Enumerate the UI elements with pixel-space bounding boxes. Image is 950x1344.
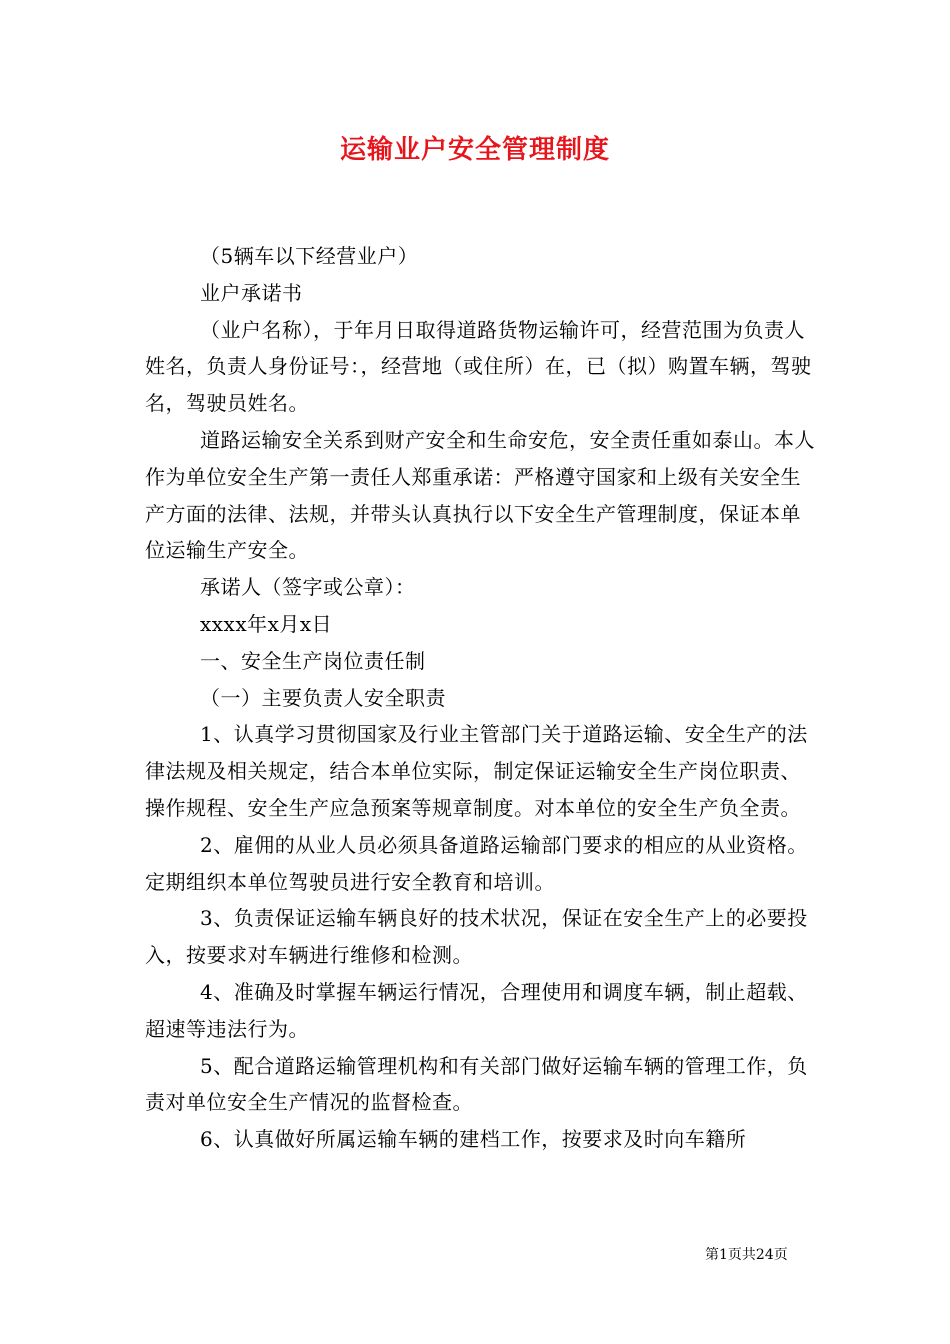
paragraph-pledge-heading: 业户承诺书 [200,280,303,305]
list-item: 1、认真学习贯彻国家及行业主管部门关于道路运输、安全生产的法律法规及相关规定，结合本单位实际，制定保证运输安全生产岗位职责、操作规程、安全生产应急预案等规章制度。对本单位的安全生产负全责。 [145,722,808,820]
paragraph-signature: 承诺人（签字或公章）： [200,575,416,600]
paragraph-subtitle: （5辆车以下经营业户） [200,244,419,268]
subsection-heading: （一）主要负责人安全职责 [200,685,446,710]
list-item: 2、雇佣的从业人员必须具备道路运输部门要求的相应的从业资格。定期组织本单位驾驶员进行安全教育和培训。 [145,832,808,894]
paragraph-date: xxxx年x月x日 [200,611,333,636]
paragraph-owner-info: （业户名称），于年月日取得道路货物运输许可，经营范围为负责人姓名，负责人身份证号：，经营地（或住所）在，已（拟）购置车辆，驾驶名，驾驶员姓名。 [145,317,812,416]
page-number: 第1页共24页 [705,1247,788,1263]
document-title: 运输业户安全管理制度 [339,135,610,165]
list-item: 6、认真做好所属运输车辆的建档工作，按要求及时向车籍所 [200,1127,747,1152]
document-body [145,238,815,1158]
section-heading: 一、安全生产岗位责任制 [200,648,426,673]
list-item: 4、准确及时掌握车辆运行情况，合理使用和调度车辆，制止超载、超速等违法行为。 [145,979,808,1041]
list-item: 5、配合道路运输管理机构和有关部门做好运输车辆的管理工作，负责对单位安全生产情况的监督检查。 [145,1053,808,1115]
list-item: 3、负责保证运输车辆良好的技术状况，保证在安全生产上的必要投入，按要求对车辆进行维修和检测。 [145,906,808,968]
paragraph-pledge-body: 道路运输安全关系到财产安全和生命安危，安全责任重如泰山。本人作为单位安全生产第一责任人郑重承诺：严格遵守国家和上级有关安全生产方面的法律、法规，并带头认真执行以下安全生产管理制度，保证本单位运输生产安全。 [145,427,815,563]
